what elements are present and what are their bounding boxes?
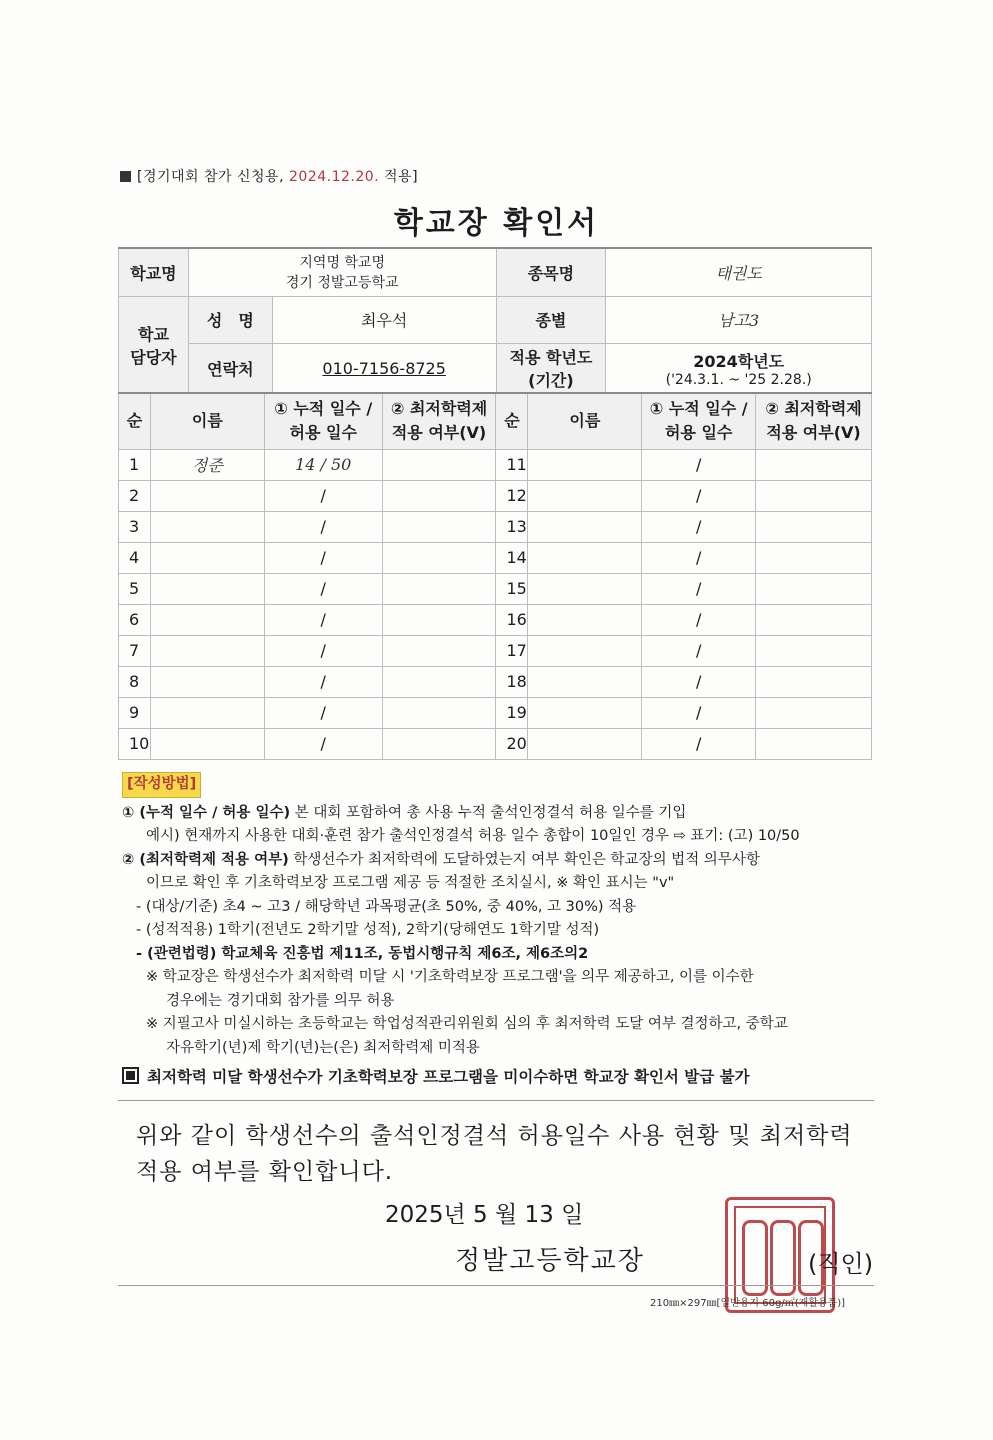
name-label: 성 명 (188, 296, 272, 343)
row-number: 9 (119, 697, 151, 728)
row-number: 12 (496, 480, 528, 511)
row-name (528, 728, 642, 759)
row-name (528, 480, 642, 511)
row-name (150, 480, 264, 511)
row-number: 19 (496, 697, 528, 728)
row-min (382, 449, 496, 480)
row-min (382, 573, 496, 604)
row-min (756, 449, 872, 480)
school-info-table (118, 247, 872, 394)
row-name (150, 666, 264, 697)
row-min (382, 697, 496, 728)
row-min (382, 666, 496, 697)
row-min (382, 635, 496, 666)
row-days: / (264, 635, 382, 666)
name-value: 최우석 (272, 296, 496, 343)
col-no: 순 (496, 393, 528, 449)
row-name (150, 542, 264, 573)
row-number: 6 (119, 604, 151, 635)
attendance-table (118, 392, 872, 760)
table-row (119, 697, 872, 728)
col-min: ② 최저학력제 적용 여부(V) (382, 393, 496, 449)
row-days: / (642, 449, 756, 480)
sport-label: 종목명 (496, 248, 606, 296)
school-label: 학교명 (119, 248, 189, 296)
issue-date: 2025년 5 월 13 일 (385, 1202, 584, 1228)
row-days: 14 / 50 (264, 449, 382, 480)
row-number: 20 (496, 728, 528, 759)
row-days: / (264, 511, 382, 542)
row-number: 16 (496, 604, 528, 635)
instructions-heading: [작성방법] (122, 772, 201, 798)
year-value: 2024학년도 ('24.3.1. ~ '25 2.28.) (606, 343, 872, 393)
table-row (119, 511, 872, 542)
row-days: / (642, 604, 756, 635)
row-number: 1 (119, 449, 151, 480)
principal-name: 정발고등학교장 (455, 1246, 645, 1276)
table-row (119, 573, 872, 604)
row-name (150, 635, 264, 666)
row-days: / (264, 728, 382, 759)
row-days: / (264, 573, 382, 604)
row-name (528, 542, 642, 573)
row-days: / (642, 542, 756, 573)
row-min (382, 511, 496, 542)
row-name (150, 573, 264, 604)
category-label: 종별 (496, 296, 606, 343)
col-name: 이름 (528, 393, 642, 449)
row-name (528, 666, 642, 697)
row-min (756, 573, 872, 604)
table-row (119, 449, 872, 480)
col-name: 이름 (150, 393, 264, 449)
row-min (756, 635, 872, 666)
divider (118, 1285, 874, 1286)
table-row (119, 728, 872, 759)
row-number: 3 (119, 511, 151, 542)
row-days: / (264, 697, 382, 728)
row-min (756, 480, 872, 511)
row-name (528, 697, 642, 728)
category-value: 남고3 (606, 296, 872, 343)
row-name (150, 697, 264, 728)
row-name (528, 449, 642, 480)
row-name (528, 573, 642, 604)
row-days: / (642, 635, 756, 666)
row-days: / (264, 666, 382, 697)
row-days: / (264, 604, 382, 635)
square-bullet-icon (120, 171, 131, 182)
col-days: ① 누적 일수 / 허용 일수 (264, 393, 382, 449)
row-days: / (642, 728, 756, 759)
row-days: / (264, 480, 382, 511)
row-min (382, 604, 496, 635)
sport-value: 태권도 (606, 248, 872, 296)
row-min (756, 728, 872, 759)
row-name: 정준 (150, 449, 264, 480)
contact-label: 연락처 (188, 343, 272, 393)
row-number: 7 (119, 635, 151, 666)
row-min (756, 511, 872, 542)
row-name (528, 635, 642, 666)
checkbox-square-icon (122, 1067, 139, 1084)
row-number: 13 (496, 511, 528, 542)
manager-label: 학교 담당자 (119, 296, 189, 393)
row-min (382, 728, 496, 759)
row-days: / (642, 666, 756, 697)
row-days: / (264, 542, 382, 573)
table-row (119, 666, 872, 697)
row-name (528, 604, 642, 635)
divider (118, 1100, 874, 1101)
document-title: 학교장 확인서 (393, 206, 600, 241)
row-min (756, 604, 872, 635)
row-number: 15 (496, 573, 528, 604)
row-number: 17 (496, 635, 528, 666)
paper-spec: 210㎜×297㎜[일반용지 60g/㎡(재활용품)] (650, 1298, 846, 1309)
table-row (119, 542, 872, 573)
seal-label: (직인) (808, 1250, 874, 1278)
row-days: / (642, 511, 756, 542)
year-label: 적용 학년도 (기간) (496, 343, 606, 393)
row-min (756, 666, 872, 697)
col-days: ① 누적 일수 / 허용 일수 (642, 393, 756, 449)
row-min (382, 542, 496, 573)
col-min: ② 최저학력제 적용 여부(V) (756, 393, 872, 449)
row-name (150, 604, 264, 635)
row-name (150, 728, 264, 759)
table-row (119, 635, 872, 666)
row-number: 5 (119, 573, 151, 604)
row-days: / (642, 697, 756, 728)
warning-note: 최저학력 미달 학생선수가 기초학력보장 프로그램을 미이수하면 학교장 확인서 발급 불가 (122, 1066, 882, 1090)
row-min (756, 697, 872, 728)
row-number: 10 (119, 728, 151, 759)
row-number: 2 (119, 480, 151, 511)
row-days: / (642, 480, 756, 511)
school-value: 지역명 학교명 경기 정발고등학교 (188, 248, 496, 296)
table-row (119, 604, 872, 635)
col-no: 순 (119, 393, 151, 449)
application-tag: [경기대회 참가 신청용, 2024.12.20. 적용] (120, 166, 418, 186)
row-number: 8 (119, 666, 151, 697)
row-min (756, 542, 872, 573)
row-min (382, 480, 496, 511)
row-name (150, 511, 264, 542)
row-days: / (642, 573, 756, 604)
confirmation-text: 위와 같이 학생선수의 출석인정결석 허용일수 사용 현황 및 최저학력 적용 여부를 확인합니다. (136, 1123, 853, 1185)
row-number: 4 (119, 542, 151, 573)
row-number: 18 (496, 666, 528, 697)
instructions: [작성방법] ① (누적 일수 / 허용 일수) 본 대회 포함하여 총 사용 누적 출석인정결석 허용 일수를 기입 예시) 현재까지 사용한 대회·훈련 참가 출석인정결석 허용 일수 총합이 10일인 경우 ⇨ 표기: (고) 10/50 ② (최저학력제 적용 여부) 학생선수가 최저학력에 도달하였는지 여부 확인은 학교장의 법적 의무사항 이므로 확인 후 기초학력보장 프로그램 제공 등 적절한 조치실시, ※ 확인 표시는 "v" - (대상/기준) 초4 ~ 고3 / 해당학년 과목평균(초 50%, 중 40%, 고 30%) 적용 - (성적적용) 1학기(전년도 2학기말 성적), 2학기(당해연도 1학기말 성적) - (관련법령) 학교체육 진흥법 제11조, 동법시행규칙 제6조, 제6조의2 ※ 학교장은 학생선수가 최저학력 미달 시 '기초학력보장 프로그램'을 의무 제공하고, 이를 이수한 경우에는 경기대회 참가를 의무 허용 ※ 지필고사 미실시하는 초등학교는 학업성적관리위원회 심의 후 최저학력 도달 여부 결정하고, 중학교 자유학기(년)제 학기(년)는(은) 최저학력제 미적용 최저학력 미달 학생선수가 기초학력보장 프로그램을 미이수하면 학교장 확인서 발급 불가 (122, 772, 882, 1090)
row-name (528, 511, 642, 542)
contact-value: 010-7156-8725 (272, 343, 496, 393)
row-number: 11 (496, 449, 528, 480)
row-number: 14 (496, 542, 528, 573)
table-row (119, 480, 872, 511)
